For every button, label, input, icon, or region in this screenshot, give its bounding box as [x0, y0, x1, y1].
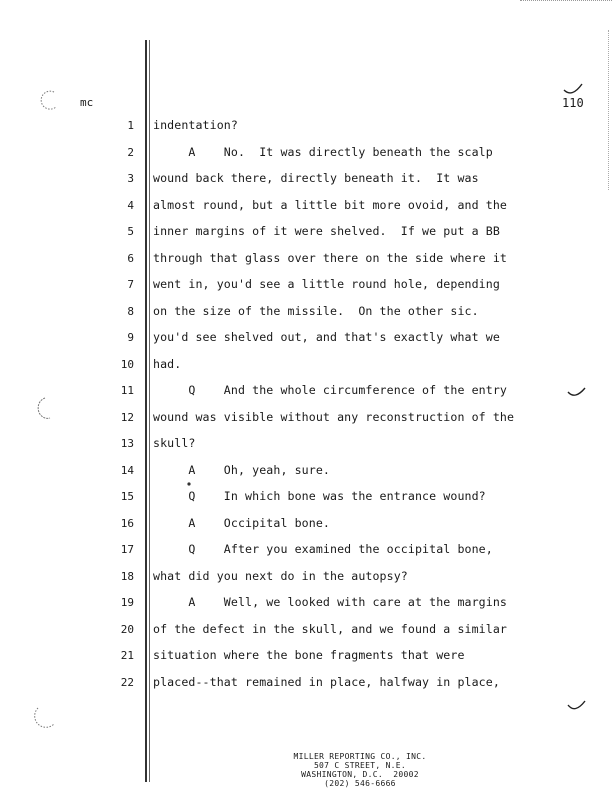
- line-text: of the defect in the skull, and we found a similar: [153, 622, 508, 636]
- top-edge-mark: [520, 0, 612, 2]
- line-text: Q And the whole circumference of the entry: [153, 383, 508, 397]
- left-margin-rule-inner: [149, 40, 150, 782]
- line-text: A Oh, yeah, sure.: [153, 463, 331, 477]
- line-number: 2: [127, 146, 134, 159]
- line-number: 17: [120, 543, 134, 556]
- line-text: placed--that remained in place, halfway in place,: [153, 675, 500, 689]
- footer-street: 507 C STREET, N.E.: [313, 761, 407, 770]
- line-number: 11: [120, 384, 134, 397]
- line-text: A Well, we looked with care at the margins: [153, 595, 508, 609]
- punch-hole-bottom-icon: [34, 704, 58, 728]
- line-text: had.: [153, 357, 182, 371]
- line-text: wound back there, directly beneath it. It was: [153, 171, 479, 185]
- line-text: went in, you'd see a little round hole, depending: [153, 277, 500, 291]
- ink-mark-icon: [186, 481, 192, 487]
- line-number: 5: [127, 225, 134, 238]
- right-edge-mark: [608, 30, 611, 190]
- bottom-check-mark-icon: [566, 698, 588, 714]
- line-text: situation where the bone fragments that were: [153, 648, 465, 662]
- line-text: wound was visible without any reconstruction of the: [153, 410, 515, 424]
- line-text: inner margins of it were shelved. If we put a BB: [153, 224, 500, 238]
- line-number: 3: [127, 172, 134, 185]
- line-text: Q In which bone was the entrance wound?: [153, 489, 486, 503]
- line-number: 9: [127, 331, 134, 344]
- footer-company: MILLER REPORTING CO., INC.: [293, 752, 427, 761]
- line-number: 10: [120, 358, 134, 371]
- line-number: 21: [120, 649, 134, 662]
- line-number: 8: [127, 305, 134, 318]
- line-number: 22: [120, 676, 134, 689]
- punch-hole-top-icon: [38, 88, 62, 112]
- line-number: 1: [127, 119, 134, 132]
- line-text: A Occipital bone.: [153, 516, 331, 530]
- line-text: almost round, but a little bit more ovoid, and the: [153, 198, 508, 212]
- left-margin-rule: [145, 40, 147, 782]
- line-number: 12: [120, 411, 134, 424]
- line-text: indentation?: [153, 118, 238, 132]
- line-number: 19: [120, 596, 134, 609]
- line-number: 14: [120, 464, 134, 477]
- line-number: 18: [120, 570, 134, 583]
- footer-city: WASHINGTON, D.C. 20002: [301, 770, 419, 779]
- line-number: 15: [120, 490, 134, 503]
- line-text: what did you next do in the autopsy?: [153, 569, 408, 583]
- line-text: A No. It was directly beneath the scalp: [153, 145, 493, 159]
- footer-phone: (202) 546-6666: [324, 779, 396, 788]
- line-number: 13: [120, 437, 134, 450]
- line-text: on the size of the missile. On the other sic.: [153, 304, 479, 318]
- check-mark-icon: [566, 386, 588, 400]
- page-number: 110: [562, 96, 584, 110]
- punch-hole-middle-icon: [36, 396, 58, 422]
- reporter-initials: mc: [80, 96, 94, 109]
- line-number: 7: [127, 278, 134, 291]
- line-number: 4: [127, 199, 134, 212]
- line-text: Q After you examined the occipital bone,: [153, 542, 493, 556]
- reporter-footer: [260, 752, 460, 788]
- line-text: through that glass over there on the side where it: [153, 251, 508, 265]
- line-text: you'd see shelved out, and that's exactly what we: [153, 330, 500, 344]
- line-number: 6: [127, 252, 134, 265]
- line-text: skull?: [153, 436, 196, 450]
- line-number: 20: [120, 623, 134, 636]
- line-number: 16: [120, 517, 134, 530]
